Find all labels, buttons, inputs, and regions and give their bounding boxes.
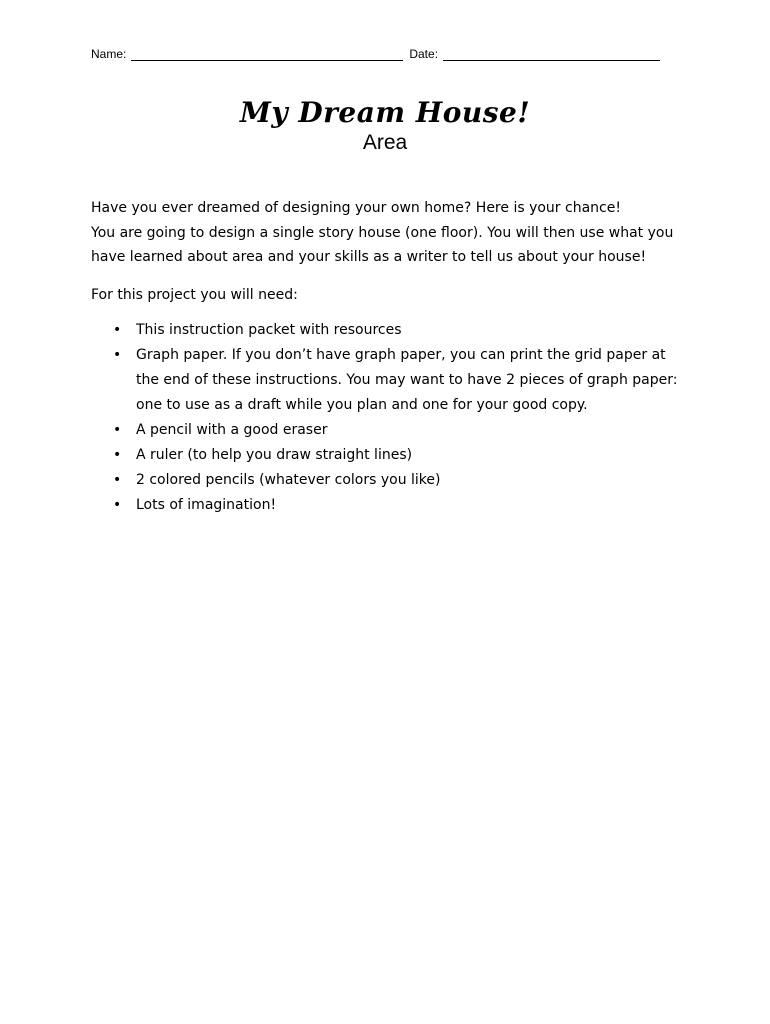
bullet-icon: • [113,497,122,513]
name-date-header [91,46,691,61]
date-blank-line [443,46,660,61]
list-item-text: A ruler (to help you draw straight lines) [136,447,413,463]
bullet-icon: • [113,447,122,463]
materials-heading: For this project you will need: [91,287,298,303]
list-item-text: Graph paper. If you don’t have graph paper, you can print the grid paper at the end of these instructions. You may want to have 2 pieces of graph paper: one to use as a draft while you plan and one for your good copy. [136,347,678,413]
name-label: Name: [91,47,127,61]
intro-line-1: Have you ever dreamed of designing your own home? Here is your chance! [91,200,621,216]
intro-paragraph [91,196,691,270]
document-subtitle: Area [362,131,408,154]
list-item [91,343,691,418]
intro-line-2: You are going to design a single story house (one floor). You will then use what you have learned about area and your skills as a writer to tell us about your house! [91,224,674,265]
list-item [91,468,691,493]
bullet-icon: • [113,347,122,363]
list-item [91,493,691,518]
date-label: Date: [409,47,439,61]
list-item [91,318,691,343]
list-item [91,418,691,443]
list-item-text: This instruction packet with resources [136,322,402,338]
materials-list [91,318,691,518]
bullet-icon: • [113,422,122,438]
list-item [91,443,691,468]
name-blank-line [131,46,403,61]
list-item-text: A pencil with a good eraser [136,422,328,438]
bullet-icon: • [113,472,122,488]
list-item-text: 2 colored pencils (whatever colors you like) [136,472,441,488]
document-title: My Dream House! [239,96,531,129]
list-item-text: Lots of imagination! [136,497,277,513]
bullet-icon: • [113,322,122,338]
